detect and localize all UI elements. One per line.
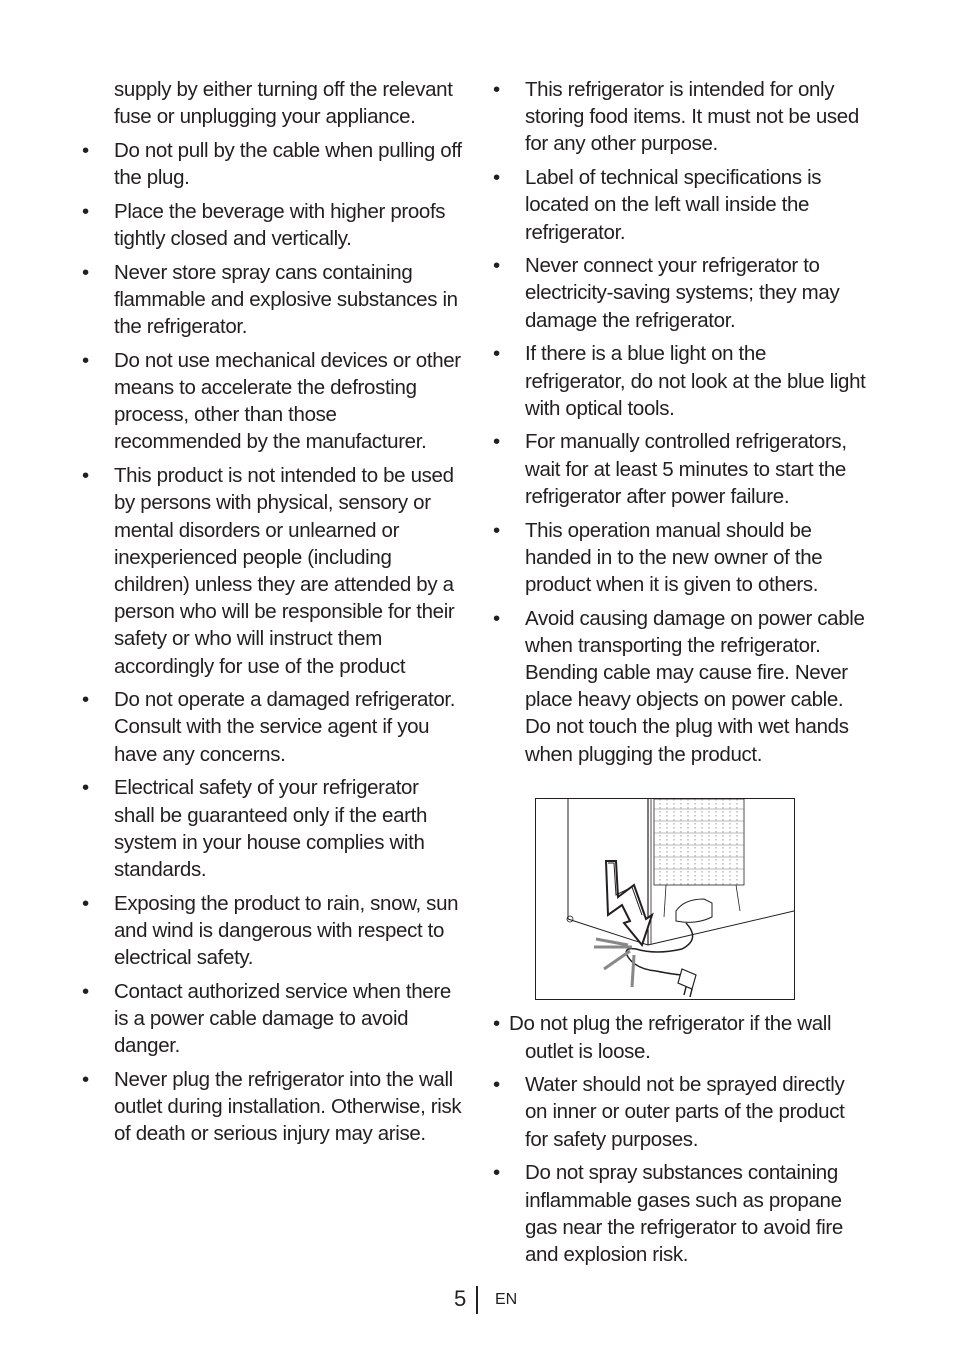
page-number: 5 — [454, 1286, 467, 1311]
safety-list-item-text: This operation manual should be handed in to the new owner of the product when it is given to others. — [525, 518, 823, 596]
bullet: • — [82, 891, 89, 915]
safety-list-item — [82, 978, 464, 1060]
bullet: • — [493, 78, 500, 101]
bullet: • — [493, 1073, 500, 1097]
safety-list-item — [493, 340, 871, 422]
safety-list-item — [493, 252, 871, 334]
power-plug-icon — [678, 969, 696, 997]
bullet: • — [493, 518, 500, 542]
safety-list-item — [493, 1010, 871, 1064]
bullet: • — [82, 199, 89, 223]
safety-list-item-text: This refrigerator is intended for only storing food items. It must not be used for any other purpose. — [525, 78, 859, 156]
safety-list-item-text: Do not plug the refrigerator if the wall outlet is loose. — [509, 1012, 832, 1063]
safety-list-item — [493, 605, 871, 768]
safety-list-item-text: If there is a blue light on the refrigerator, do not look at the blue light with optical tools. — [525, 342, 866, 420]
safety-list-item-text: Contact authorized service when there is a power cable damage to avoid danger. — [114, 979, 451, 1058]
bullet: • — [493, 166, 500, 190]
safety-list-item — [493, 164, 871, 246]
safety-list-item-text: This product is not intended to be used by persons with physical, sensory or mental disorders or unlearned or inexperienced people (including children) unless they are attended by a person who will be responsible for their safety or who will instruct them accordingly for use of the product — [114, 464, 455, 678]
safety-list-item — [493, 1071, 871, 1153]
safety-list-item — [493, 76, 871, 158]
safety-list-item — [82, 890, 464, 972]
safety-list-item-text: Water should not be sprayed directly on inner or outer parts of the product for safety purposes. — [525, 1073, 845, 1151]
safety-list-item-text: Electrical safety of your refrigerator shall be guaranteed only if the earth system in your house complies with standards. — [114, 776, 427, 881]
safety-list-item — [82, 462, 464, 680]
bullet: • — [493, 254, 500, 278]
power-cable-warning-illustration — [535, 798, 795, 1000]
left-column — [82, 76, 464, 1154]
safety-list-item-text: Avoid causing damage on power cable when transporting the refrigerator. Bending cable may cause fire. Never place heavy objects on power cable. Do not touch the plug with wet hands when plugging the product. — [525, 606, 865, 766]
bullet: • — [493, 606, 500, 630]
bullet: • — [493, 430, 500, 454]
safety-list-item — [82, 347, 464, 456]
bullet: • — [493, 342, 500, 366]
safety-list-item-text: Exposing the product to rain, snow, sun and wind is dangerous with respect to electrical safety. — [114, 891, 459, 970]
bullet: • — [82, 138, 89, 162]
bullet: • — [493, 1161, 500, 1185]
refrigerator-back-icon — [567, 799, 794, 945]
safety-list-item-text: Never store spray cans containing flammable and explosive substances in the refrigerator. — [114, 260, 458, 339]
bullet: • — [82, 688, 89, 712]
safety-list-item — [82, 259, 464, 341]
footer-divider — [476, 1286, 478, 1314]
safety-list-item-text: Do not pull by the cable when pulling off the plug. — [114, 138, 462, 190]
bullet: • — [82, 979, 89, 1003]
language-label: EN — [495, 1291, 518, 1308]
continued-paragraph: supply by either turning off the relevant fuse or unplugging your appliance. — [114, 78, 453, 129]
safety-list-item-text: Do not spray substances containing inflammable gases such as propane gas near the refrigerator to avoid fire and explosion risk. — [525, 1161, 843, 1266]
safety-list-item — [493, 1159, 871, 1268]
lightning-arrow-icon — [606, 861, 652, 945]
safety-list-item — [82, 1066, 464, 1148]
safety-list-item — [493, 428, 871, 510]
safety-list-item — [493, 517, 871, 599]
safety-list-item — [82, 137, 464, 191]
safety-list-item-text: For manually controlled refrigerators, wait for at least 5 minutes to start the refrigerator after power failure. — [525, 430, 847, 508]
illustration-svg — [536, 799, 794, 999]
right-column — [493, 76, 871, 1275]
bullet: • — [82, 260, 89, 284]
bullet: • — [493, 1012, 500, 1036]
bullet: • — [82, 776, 89, 800]
safety-list-item-text: Place the beverage with higher proofs tightly closed and vertically. — [114, 199, 446, 251]
safety-list-item-text: Never connect your refrigerator to electricity-saving systems; they may damage the refrigerator. — [525, 254, 840, 332]
bullet: • — [82, 348, 89, 372]
safety-list-item — [82, 198, 464, 252]
safety-list-item-text: Do not use mechanical devices or other means to accelerate the defrosting process, other than those recommended by the manufacturer. — [114, 348, 461, 454]
safety-list-item-text: Never plug the refrigerator into the wall outlet during installation. Otherwise, risk of death or serious injury may arise. — [114, 1067, 462, 1146]
page-footer — [0, 1285, 954, 1315]
safety-list-item-text: Label of technical specifications is located on the left wall inside the refrigerator. — [525, 166, 822, 244]
bullet: • — [82, 1067, 89, 1091]
safety-list-item-text: Do not operate a damaged refrigerator. Consult with the service agent if you have any concerns. — [114, 688, 456, 766]
bullet: • — [82, 464, 89, 488]
safety-list-item — [82, 686, 464, 768]
safety-list-item — [82, 774, 464, 883]
